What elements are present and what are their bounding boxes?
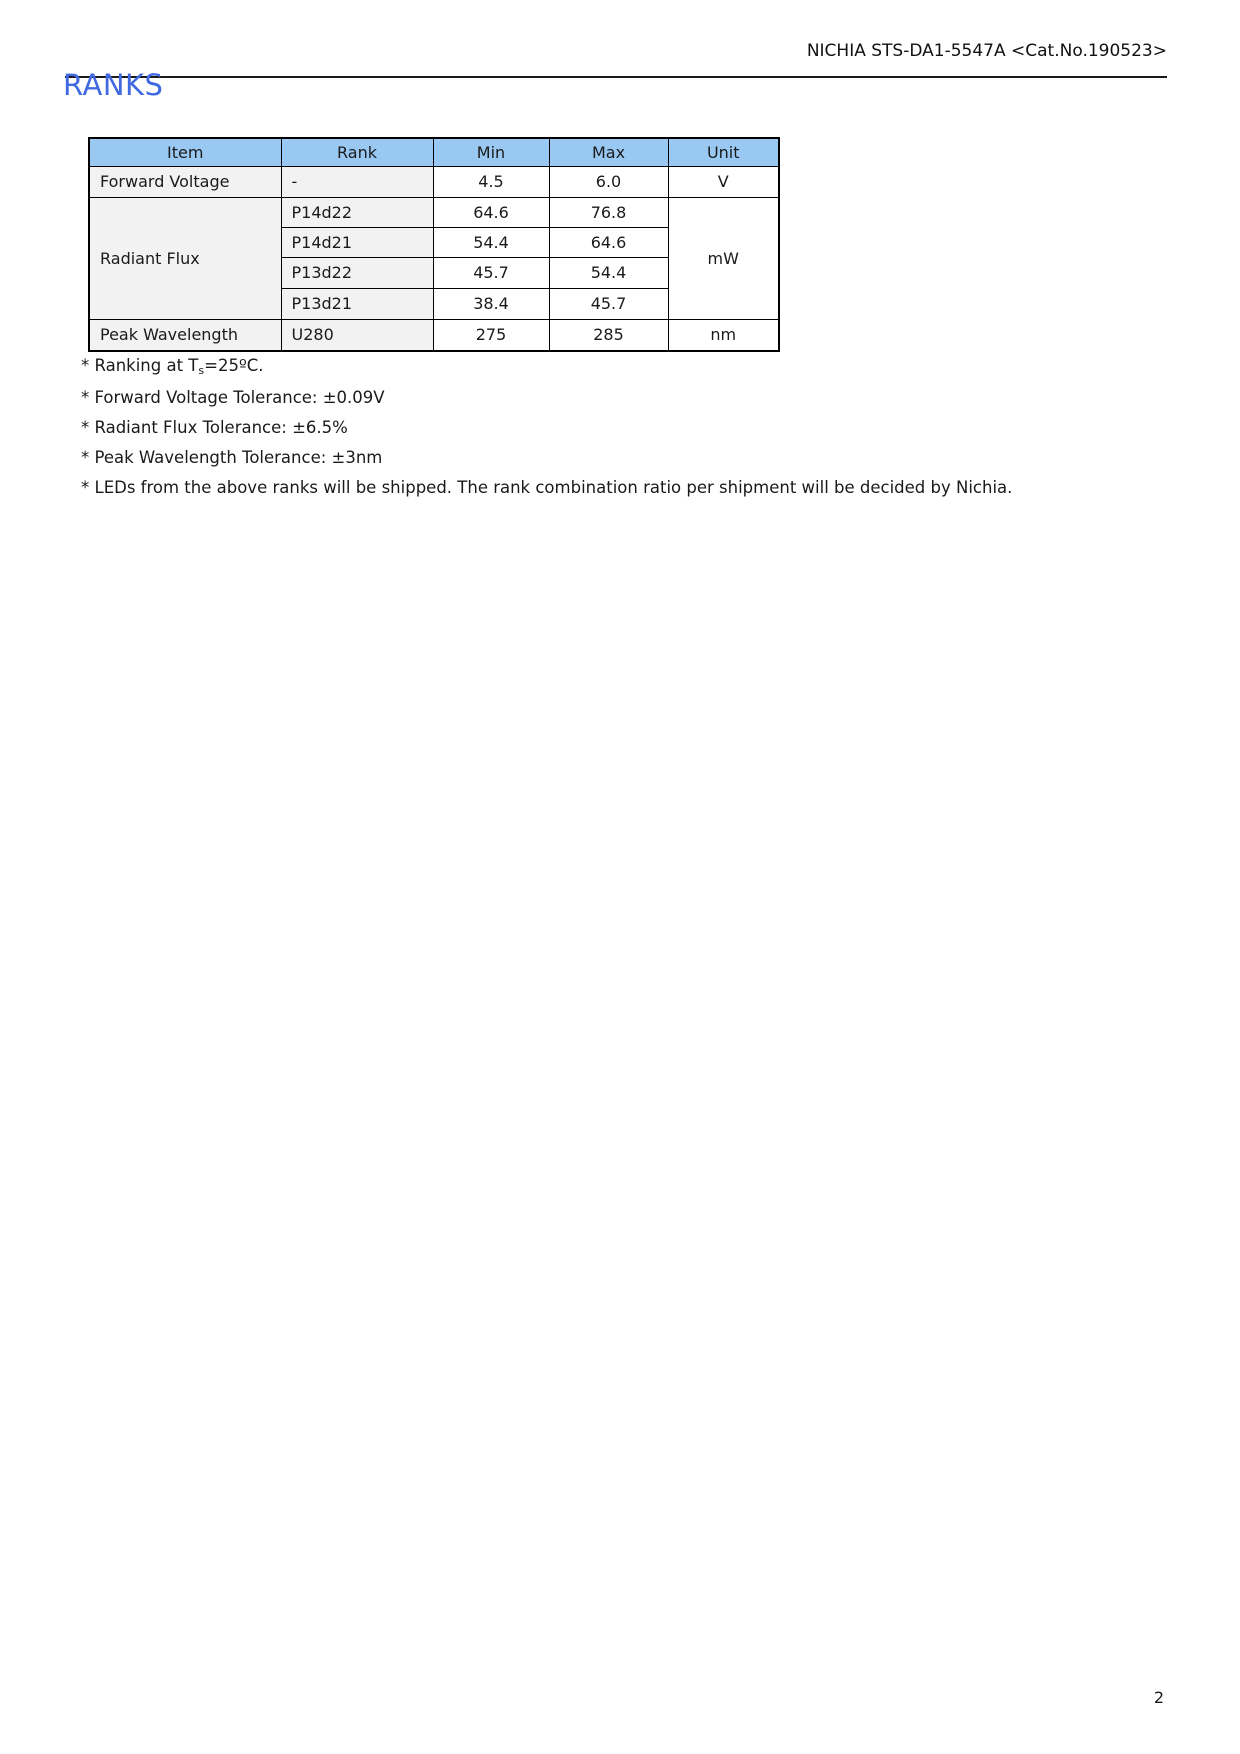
- subscript-s: s: [198, 364, 205, 377]
- table-row-radiant-flux-1: [89, 197, 779, 227]
- footnotes: [81, 357, 1171, 509]
- table-row-forward-voltage: [89, 166, 779, 197]
- unit-cell: nm: [668, 319, 779, 351]
- rank-cell: U280: [281, 319, 433, 351]
- min-cell: 38.4: [433, 288, 549, 319]
- note-text: =25ºC.: [204, 356, 264, 375]
- page-number: 2: [1153, 1688, 1164, 1707]
- column-header-item: Item: [89, 138, 281, 166]
- note-radiant-flux-tolerance: * Radiant Flux Tolerance: ±6.5%: [81, 418, 348, 437]
- note-forward-voltage-tolerance: * Forward Voltage Tolerance: ±0.09V: [81, 388, 385, 407]
- max-cell: 285: [549, 319, 668, 351]
- unit-cell: V: [668, 166, 779, 197]
- note-peak-wavelength-tolerance: * Peak Wavelength Tolerance: ±3nm: [81, 448, 383, 467]
- min-cell: 4.5: [433, 166, 549, 197]
- item-cell: Radiant Flux: [89, 197, 281, 319]
- note-text: * Ranking at T: [81, 356, 199, 375]
- rank-cell: P14d21: [281, 227, 433, 257]
- document-header: NICHIA STS-DA1-5547A <Cat.No.190523>: [806, 41, 1167, 61]
- item-cell: Forward Voltage: [89, 166, 281, 197]
- max-cell: 6.0: [549, 166, 668, 197]
- note-ranking-condition: [81, 357, 1171, 378]
- column-header-rank: Rank: [281, 138, 433, 166]
- table-header-row: [89, 138, 779, 166]
- rank-cell: P13d21: [281, 288, 433, 319]
- min-cell: 275: [433, 319, 549, 351]
- ranks-table: [88, 137, 780, 352]
- item-cell: Peak Wavelength: [89, 319, 281, 351]
- column-header-unit: Unit: [668, 138, 779, 166]
- note-shipment: * LEDs from the above ranks will be shipped. The rank combination ratio per shipment will be decided by Nichia.: [81, 478, 1013, 497]
- unit-cell: mW: [668, 197, 779, 319]
- rank-cell: -: [281, 166, 433, 197]
- rank-cell: P13d22: [281, 257, 433, 288]
- min-cell: 45.7: [433, 257, 549, 288]
- rank-cell: P14d22: [281, 197, 433, 227]
- max-cell: 64.6: [549, 227, 668, 257]
- max-cell: 76.8: [549, 197, 668, 227]
- header-rule: [65, 76, 1167, 78]
- column-header-min: Min: [433, 138, 549, 166]
- max-cell: 45.7: [549, 288, 668, 319]
- min-cell: 64.6: [433, 197, 549, 227]
- max-cell: 54.4: [549, 257, 668, 288]
- page-title: RANKS: [63, 68, 164, 102]
- min-cell: 54.4: [433, 227, 549, 257]
- table-row-peak-wavelength: [89, 319, 779, 351]
- column-header-max: Max: [549, 138, 668, 166]
